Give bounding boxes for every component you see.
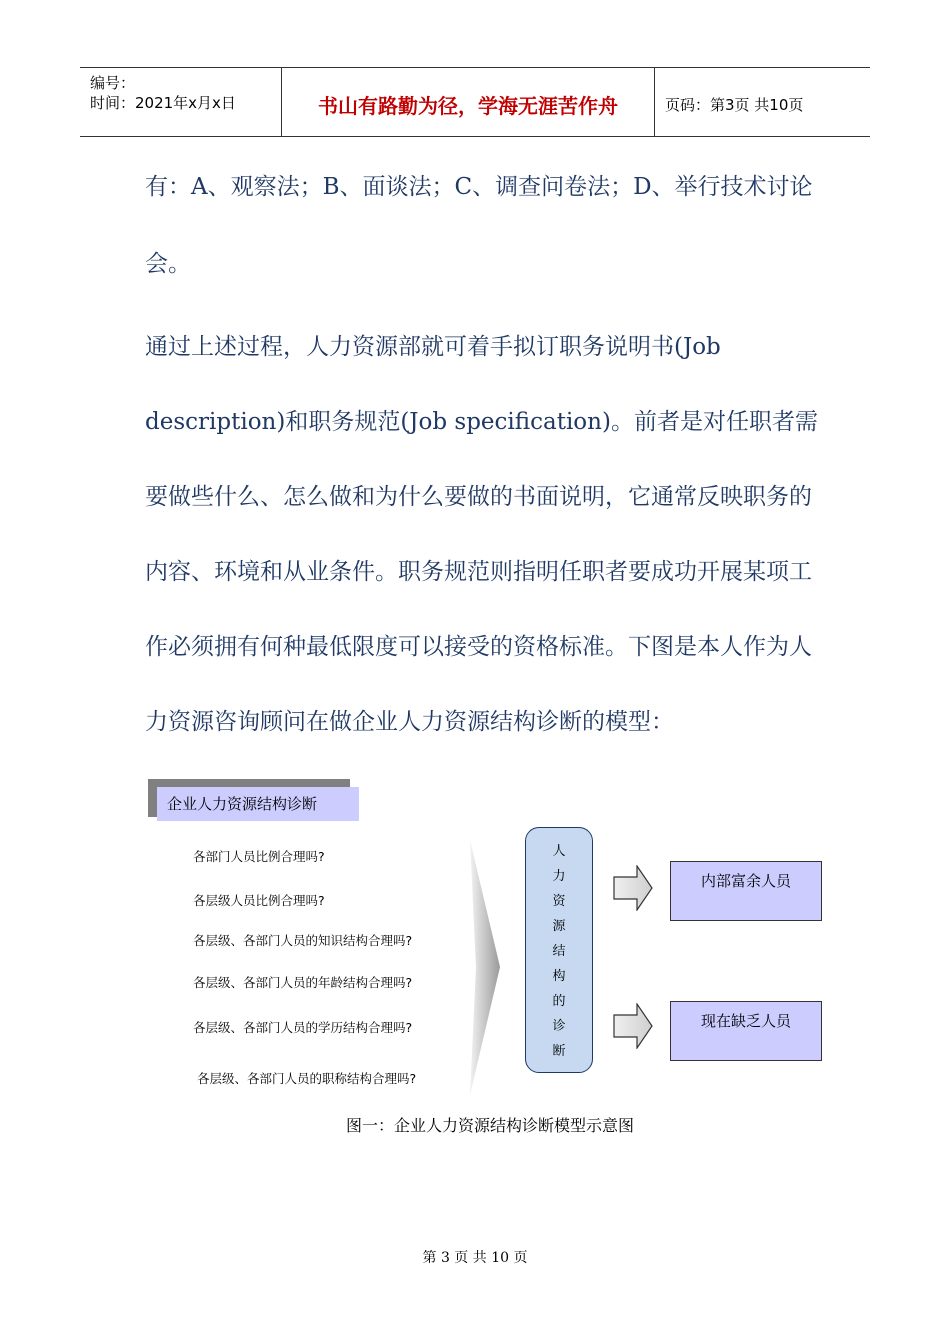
header-middle-cell [281, 68, 655, 136]
diagram-title: 企业人力资源结构诊断 [157, 787, 359, 821]
date-label: 时间：2021年x月x日 [90, 94, 236, 112]
vertical-char: 资 [552, 894, 566, 909]
result-box-surplus: 内部富余人员 [670, 861, 822, 921]
paragraph-line: 有：A、观察法；B、面谈法；C、调查问卷法；D、举行技术讨论 [145, 174, 813, 200]
question-item: 各层级、各部门人员的职称结构合理吗? [197, 1071, 417, 1086]
chevron-shape [470, 840, 500, 1095]
vertical-char: 的 [552, 994, 566, 1009]
question-item: 各层级、各部门人员的年龄结构合理吗? [193, 975, 413, 990]
diagnosis-vertical-box [525, 827, 593, 1073]
page-footer: 第 3 页 共 10 页 [422, 1250, 528, 1266]
vertical-char: 力 [552, 869, 566, 884]
paragraph-line: 力资源咨询顾问在做企业人力资源结构诊断的模型： [145, 709, 674, 735]
paragraph-line: 作必须拥有何种最低限度可以接受的资格标准。下图是本人作为人 [145, 634, 812, 660]
figure-caption: 图一：企业人力资源结构诊断模型示意图 [345, 1116, 634, 1135]
header-right-cell [655, 68, 870, 136]
motto-text: 书山有路勤为径，学海无涯苦作舟 [318, 94, 618, 118]
diagnosis-diagram [145, 775, 835, 1135]
vertical-char: 断 [552, 1044, 566, 1059]
header-table [80, 67, 870, 137]
vertical-char: 结 [552, 944, 566, 959]
paragraph-line: 通过上述过程，人力资源部就可着手拟订职务说明书(Job [145, 334, 721, 360]
vertical-char: 诊 [552, 1019, 566, 1034]
arrow-right-icon [613, 1003, 653, 1049]
page-label: 页码：第3页 共10页 [665, 96, 804, 114]
vertical-char: 源 [552, 919, 566, 934]
vertical-char: 构 [552, 969, 566, 984]
result-box-shortage: 现在缺乏人员 [670, 1001, 822, 1061]
question-item: 各部门人员比例合理吗? [193, 849, 325, 864]
document-number-label: 编号： [90, 74, 136, 92]
arrow-right-icon [613, 865, 653, 911]
question-item: 各层级、各部门人员的学历结构合理吗? [193, 1020, 413, 1035]
paragraph-line: description)和职务规范(Job specification)。前者是对任职者需 [145, 409, 818, 435]
paragraph-line: 内容、环境和从业条件。职务规范则指明任职者要成功开展某项工 [145, 559, 812, 585]
question-item: 各层级、各部门人员的知识结构合理吗? [193, 933, 413, 948]
vertical-char: 人 [552, 844, 566, 859]
paragraph-line: 要做些什么、怎么做和为什么要做的书面说明，它通常反映职务的 [145, 484, 812, 510]
paragraph-line: 会。 [145, 251, 191, 277]
question-item: 各层级人员比例合理吗? [193, 893, 325, 908]
header-left-cell [80, 68, 281, 136]
